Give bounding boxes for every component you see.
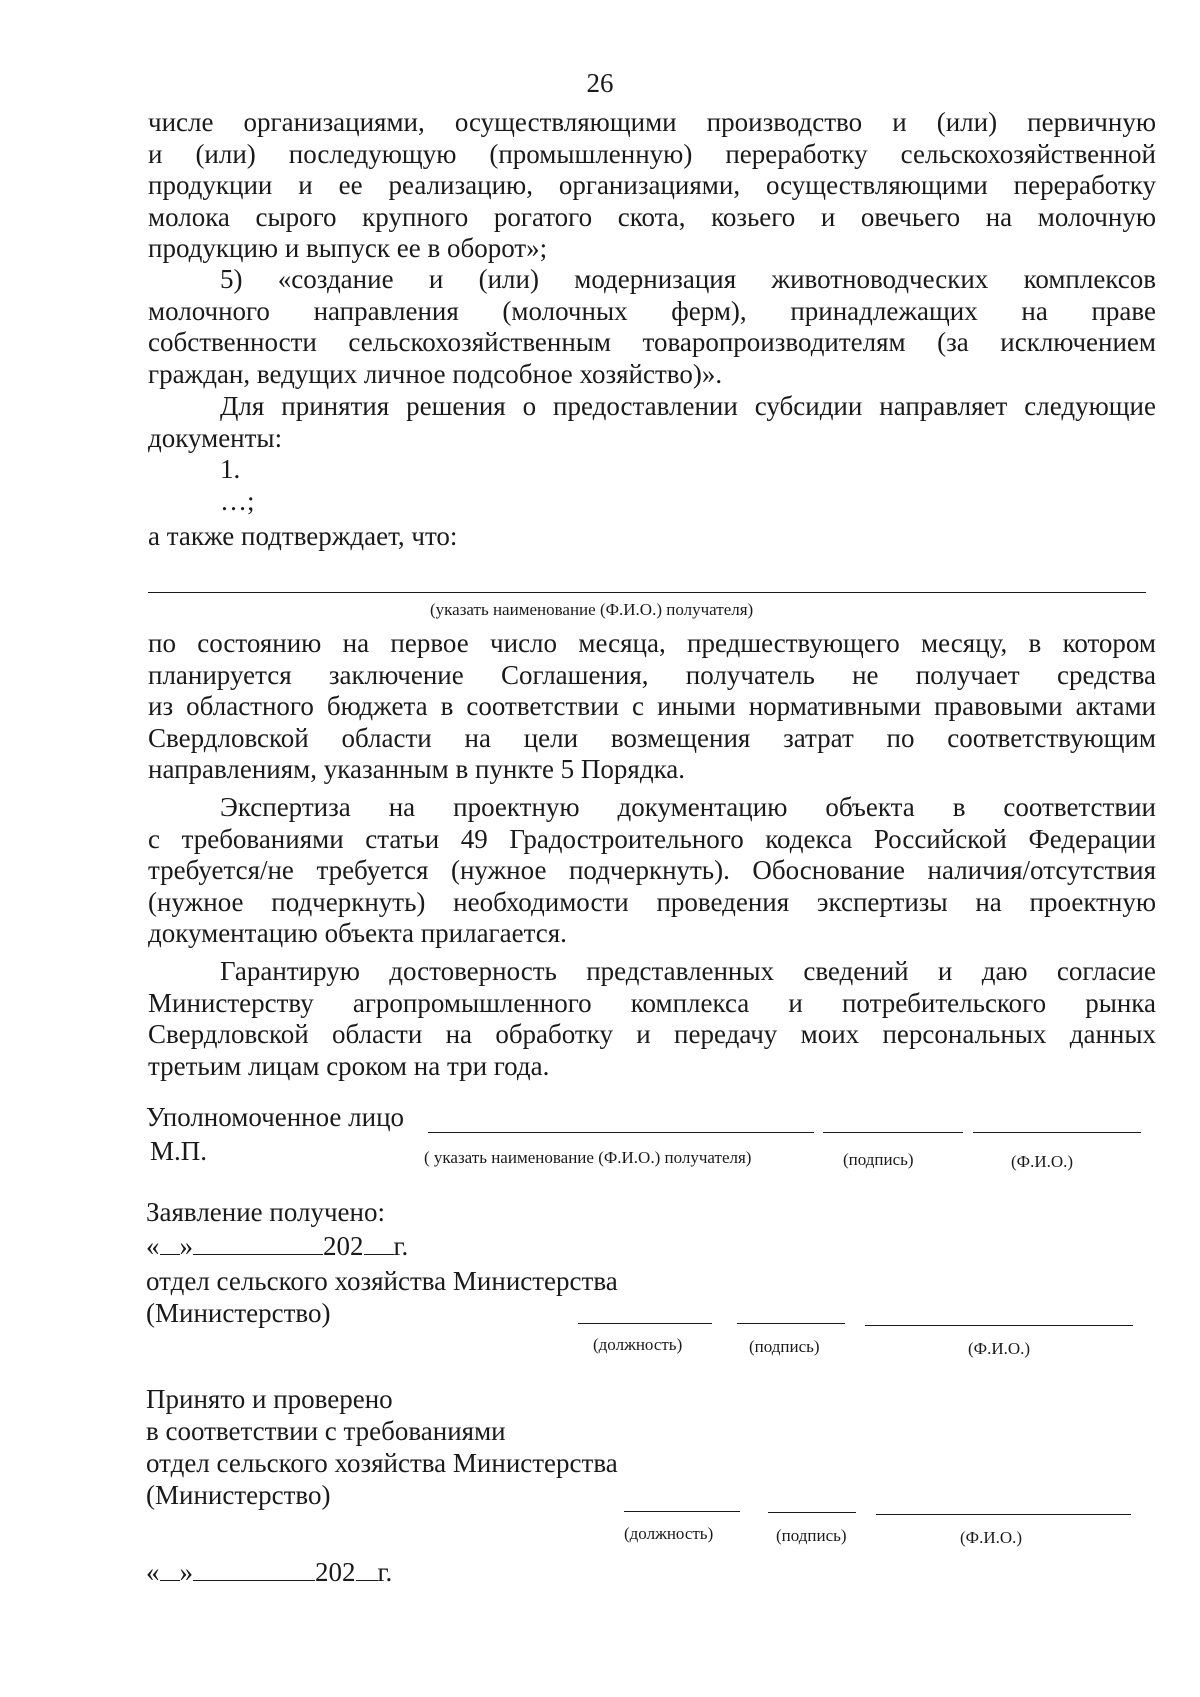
text-line: Министерству агропромышленного комплекса и потребительского рынка xyxy=(148,987,1156,1018)
recipient-name-line xyxy=(148,592,1146,593)
paragraph-expertise xyxy=(148,792,1156,950)
text-line: и (или) последующую (промышленную) переработку сельскохозяйственной xyxy=(148,138,1156,169)
paragraph-documents xyxy=(148,391,1156,553)
text-line: по состоянию на первое число месяца, предшествующего месяцу, в котором xyxy=(148,628,1156,658)
text-line: продукции и ее реализацию, организациями, осуществляющими переработку xyxy=(148,170,1156,200)
accepted-line-1: Принято и проверено xyxy=(146,1384,393,1414)
year-suffix: г. xyxy=(393,1231,409,1261)
paragraph-item-5 xyxy=(148,264,1156,390)
paragraph-consent xyxy=(148,956,1156,1082)
text-line: требуется/не требуется (нужное подчеркнуть). Обоснование наличия/отсутствия xyxy=(148,855,1156,885)
signature-field xyxy=(737,1323,845,1324)
position-field xyxy=(624,1511,740,1512)
text-line: Свердловской области на обработку и передачу моих персональных данных xyxy=(148,1019,1156,1049)
signature-caption: (подпись) xyxy=(776,1526,847,1545)
text-line: документы: xyxy=(148,422,283,453)
authorized-person-label: Уполномоченное лицо xyxy=(146,1102,405,1132)
recipient-name-field xyxy=(428,1132,814,1133)
accepted-ministry: (Министерство) xyxy=(146,1480,331,1510)
text-line: молочного направления (молочных ферм), принадлежащих на праве xyxy=(148,295,1156,326)
day-field xyxy=(160,1558,180,1581)
received-date xyxy=(146,1231,408,1263)
date-open-quote: « xyxy=(146,1231,160,1261)
position-caption: (должность) xyxy=(593,1335,683,1354)
text-line: Экспертиза на проектную документацию объекта в соответствии xyxy=(220,792,1156,822)
text-line: из областного бюджета в соответствии с иными нормативными правовыми актами xyxy=(148,691,1156,721)
text-line: граждан, ведущих личное подсобное хозяйство)». xyxy=(148,358,723,389)
text-line: (нужное подчеркнуть) необходимости проведения экспертизы на проектную xyxy=(148,886,1156,917)
signature-field xyxy=(823,1132,963,1133)
text-line: продукцию и выпуск ее в оборот»; xyxy=(148,233,548,263)
year-prefix: 202 xyxy=(323,1231,364,1261)
fio-caption: (Ф.И.О.) xyxy=(1011,1152,1074,1171)
received-ministry: (Министерство) xyxy=(146,1298,331,1328)
accepted-date xyxy=(146,1557,392,1589)
page-number: 26 xyxy=(586,68,614,98)
text-line: с требованиями статьи 49 Градостроительного кодекса Российской Федерации xyxy=(148,823,1156,854)
recipient-caption: ( указать наименование (Ф.И.О.) получателя) xyxy=(424,1148,752,1167)
accepted-department: отдел сельского хозяйства Министерства xyxy=(146,1448,618,1478)
month-field xyxy=(193,1232,323,1255)
text-line: молока сырого крупного рогатого скота, козьего и овечьего на молочную xyxy=(148,201,1156,232)
text-line: планируется заключение Соглашения, получатель не получает средства xyxy=(148,659,1156,690)
date-close-quote: » xyxy=(179,1231,193,1261)
text-line: собственности сельскохозяйственным товаропроизводителям (за исключением xyxy=(148,327,1156,357)
fio-caption: (Ф.И.О.) xyxy=(960,1528,1023,1547)
text-line: а также подтверждает, что: xyxy=(148,521,458,551)
recipient-caption: (указать наименование (Ф.И.О.) получателя) xyxy=(430,600,754,619)
year-field xyxy=(356,1558,378,1581)
signature-caption: (подпись) xyxy=(843,1150,914,1169)
paragraph-continuation xyxy=(148,107,1156,265)
signature-caption: (подпись) xyxy=(749,1337,820,1356)
stamp-label: М.П. xyxy=(150,1136,208,1166)
signature-field xyxy=(768,1512,856,1513)
list-item-ellipsis: …; xyxy=(220,485,255,516)
text-line: 5) «создание и (или) модернизация животноводческих комплексов xyxy=(220,264,1156,294)
paragraph-budget xyxy=(148,628,1156,786)
day-field xyxy=(160,1232,180,1255)
year-field xyxy=(364,1232,394,1255)
text-line: документацию объекта прилагается. xyxy=(148,918,567,948)
text-line: числе организациями, осуществляющими производство и (или) первичную xyxy=(148,107,1156,137)
text-line: Свердловской области на цели возмещения затрат по соответствующим xyxy=(148,722,1156,753)
received-department: отдел сельского хозяйства Министерства xyxy=(146,1266,618,1296)
date-open-quote: « xyxy=(146,1557,160,1587)
fio-field xyxy=(876,1514,1131,1515)
text-line: третьим лицам сроком на три года. xyxy=(148,1050,550,1081)
fio-field xyxy=(973,1132,1141,1133)
received-title: Заявление получено: xyxy=(146,1197,385,1227)
fio-field xyxy=(865,1325,1133,1326)
accepted-line-2: в соответствии с требованиями xyxy=(146,1416,506,1446)
list-item: 1. xyxy=(220,454,241,484)
position-caption: (должность) xyxy=(624,1524,714,1543)
text-line: Для принятия решения о предоставлении субсидии направляет следующие xyxy=(220,391,1156,421)
text-line: Гарантирую достоверность представленных сведений и даю согласие xyxy=(220,956,1156,986)
text-line: направлениям, указанным в пункте 5 Порядка. xyxy=(148,754,686,784)
month-field xyxy=(193,1558,315,1581)
date-close-quote: » xyxy=(179,1557,193,1587)
fio-caption: (Ф.И.О.) xyxy=(968,1339,1031,1358)
year-prefix: 202 xyxy=(315,1557,356,1587)
position-field xyxy=(578,1323,712,1324)
year-suffix: г. xyxy=(377,1557,393,1587)
